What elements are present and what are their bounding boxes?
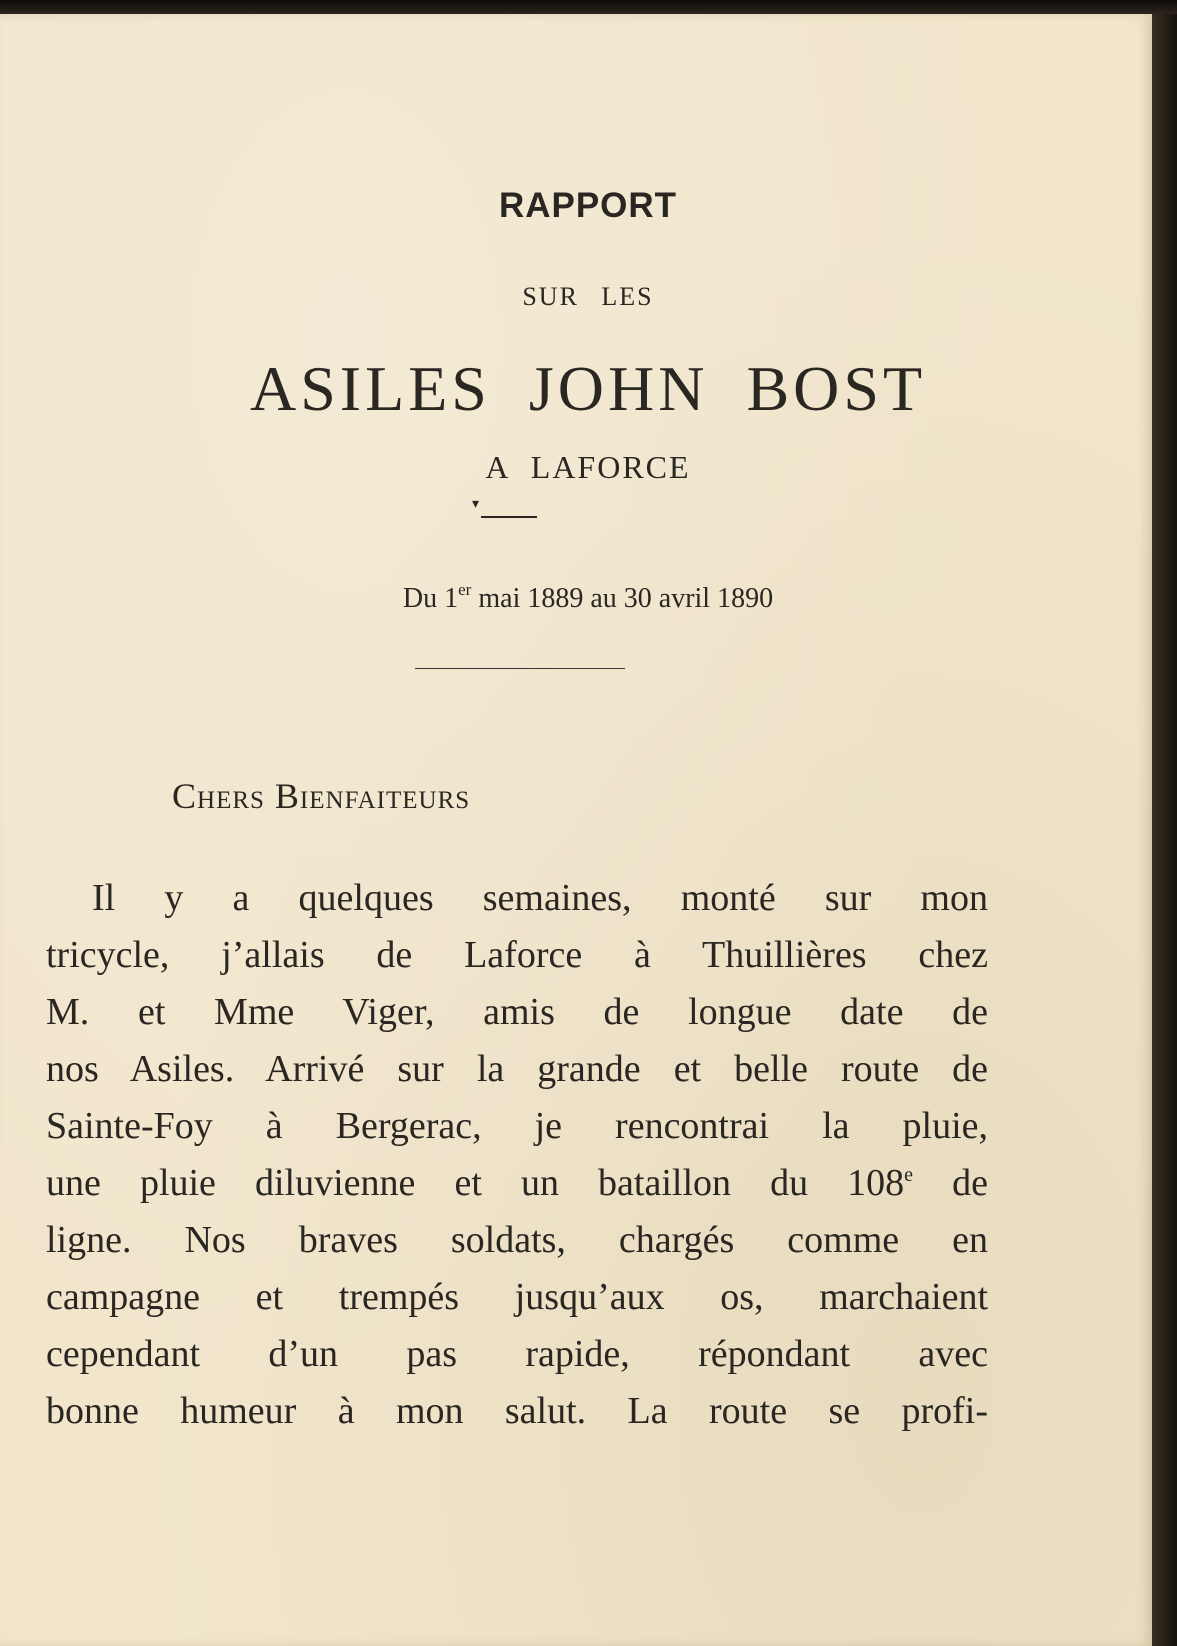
salutation: Chers Bienfaiteurs [172,776,471,816]
report-period [0,580,1152,615]
body-line: campagne et trempés jusqu’aux os, marchaient [46,1276,988,1318]
body-line: ligne. Nos braves soldats, chargés comme en [46,1219,988,1261]
body-line: Il y a quelques semaines, monté sur mon [92,877,988,919]
title-place: A LAFORCE [485,449,691,485]
book-top-edge [0,0,1177,14]
period-superscript: er [458,580,472,599]
body-line: cependant d’un pas rapide, répondant avec [46,1333,988,1375]
long-divider [415,668,625,669]
period-rest: mai 1889 au 30 avril 1890 [471,583,774,614]
body-line-with-superscript [46,1155,988,1212]
body-line: nos Asiles. Arrivé sur la grande et belle route de [46,1048,988,1090]
book-right-edge [1152,14,1177,1646]
short-divider [481,516,537,518]
ornament-icon: ▾ [472,496,480,512]
title-rapport: RAPPORT [498,186,678,225]
page-title: ASILES JOHN BOST [249,353,927,424]
body-line-suffix: de [913,1162,989,1204]
body-line: bonne humeur à mon salut. La route se profi- [46,1390,988,1432]
period-prefix: Du 1 [402,583,459,614]
body-line: tricycle, j’allais de Laforce à Thuillières chez [46,934,988,976]
ordinal-superscript: e [904,1164,914,1186]
body-line-text: une pluie diluvienne et un bataillon du 108 [46,1162,905,1204]
body-paragraph [46,870,988,1440]
title-sur-les: SUR LES [522,282,654,311]
body-line: Sainte-Foy à Bergerac, je rencontrai la pluie, [46,1105,988,1147]
body-line: M. et Mme Viger, amis de longue date de [46,991,988,1033]
